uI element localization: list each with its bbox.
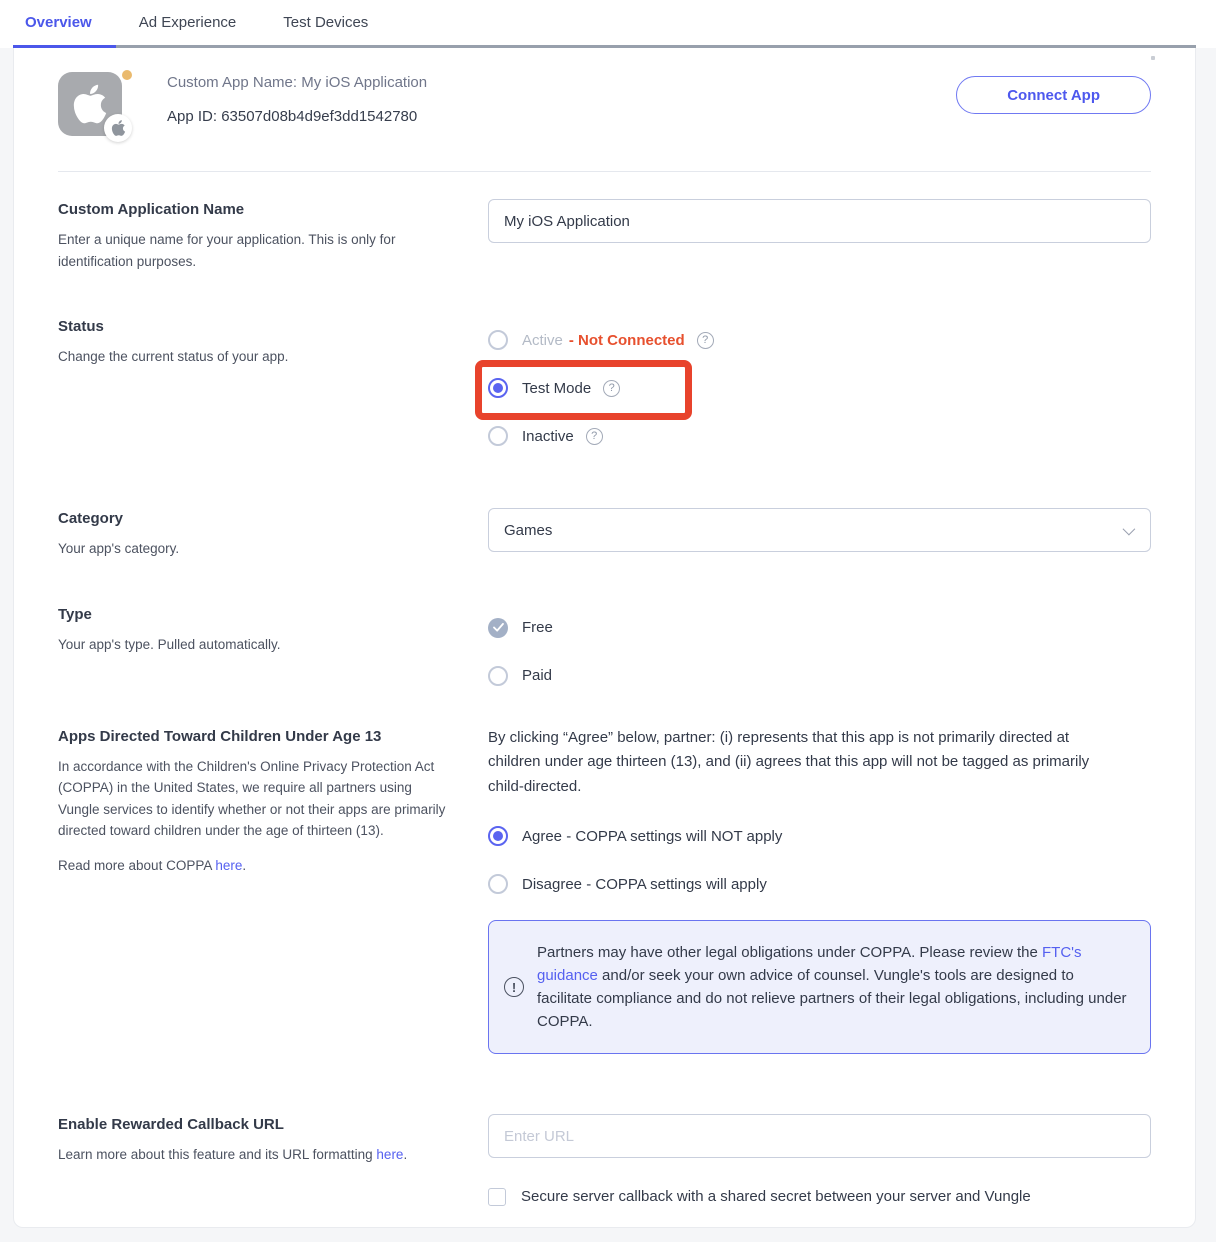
check-icon bbox=[493, 623, 504, 632]
scroll-indicator-dot bbox=[1151, 56, 1155, 60]
coppa-agree-label: Agree - COPPA settings will NOT apply bbox=[522, 827, 783, 845]
callback-desc-text: Learn more about this feature and its URL formatting bbox=[58, 1147, 377, 1162]
tab-bar bbox=[0, 0, 1216, 48]
radio-inactive[interactable] bbox=[488, 426, 508, 446]
coppa-disagree-label: Disagree - COPPA settings will apply bbox=[522, 875, 767, 893]
callback-description bbox=[58, 1144, 452, 1166]
app-status-dot bbox=[122, 70, 132, 80]
status-inactive-label: Inactive bbox=[522, 427, 574, 445]
custom-name-input[interactable] bbox=[488, 199, 1151, 243]
coppa-notice-text bbox=[537, 941, 1130, 1033]
category-selected-value: Games bbox=[504, 521, 553, 539]
section-callback-url bbox=[58, 1114, 1151, 1210]
radio-active[interactable] bbox=[488, 330, 508, 350]
category-title: Category bbox=[58, 510, 124, 527]
coppa-notice-box bbox=[488, 920, 1151, 1054]
type-option-paid bbox=[488, 652, 1151, 700]
app-header bbox=[58, 48, 1151, 172]
radio-free[interactable] bbox=[488, 618, 508, 638]
question-icon[interactable]: ? bbox=[697, 332, 714, 349]
question-icon[interactable]: ? bbox=[586, 428, 603, 445]
radio-paid[interactable] bbox=[488, 666, 508, 686]
coppa-description: In accordance with the Children's Online Privacy Protection Act (COPPA) in the United States, we require all partners using Vungle services to identify whether or not their apps are primarily directed toward children under the age of thirteen (13). bbox=[58, 758, 446, 838]
exclamation-icon: ! bbox=[504, 977, 524, 997]
coppa-here-link[interactable]: here bbox=[215, 858, 243, 873]
status-not-connected-label: - Not Connected bbox=[568, 331, 685, 349]
callback-here-link[interactable]: here bbox=[376, 1147, 404, 1162]
question-icon[interactable]: ? bbox=[603, 380, 620, 397]
custom-name-title: Custom Application Name bbox=[58, 201, 245, 218]
status-option-test-mode bbox=[488, 364, 1151, 412]
category-description: Your app's category. bbox=[58, 541, 180, 556]
radio-agree[interactable] bbox=[488, 826, 508, 846]
coppa-option-disagree bbox=[488, 860, 1151, 908]
radio-disagree[interactable] bbox=[488, 874, 508, 894]
secure-callback-label: Secure server callback with a shared secret between your server and Vungle bbox=[521, 1188, 1031, 1205]
callback-url-input[interactable] bbox=[488, 1114, 1151, 1158]
status-title: Status bbox=[58, 318, 104, 335]
category-select[interactable] bbox=[488, 508, 1151, 552]
custom-name-description: Enter a unique name for your application. This is only for identification purposes. bbox=[58, 232, 396, 269]
coppa-read-more bbox=[58, 855, 452, 877]
chevron-down-icon bbox=[1123, 522, 1136, 535]
section-category bbox=[58, 508, 1151, 560]
apple-badge-icon bbox=[111, 119, 126, 137]
read-more-period: . bbox=[242, 858, 247, 873]
section-status bbox=[58, 316, 1151, 460]
app-id-label: App ID: 63507d08b4d9ef3dd1542780 bbox=[167, 108, 418, 125]
tab-overview[interactable]: Overview bbox=[25, 14, 92, 31]
app-icon-wrap bbox=[58, 72, 122, 136]
coppa-title: Apps Directed Toward Children Under Age 13 bbox=[58, 727, 382, 745]
status-description: Change the current status of your app. bbox=[58, 349, 289, 364]
status-option-active bbox=[488, 316, 1151, 364]
tab-ad-experience[interactable]: Ad Experience bbox=[138, 14, 237, 31]
status-active-label: Active bbox=[522, 331, 563, 349]
callback-desc-period: . bbox=[403, 1147, 408, 1162]
radio-test-mode[interactable] bbox=[488, 378, 508, 398]
type-free-label: Free bbox=[522, 619, 553, 636]
section-custom-name bbox=[58, 199, 1151, 272]
app-header-text bbox=[167, 60, 427, 171]
coppa-option-agree bbox=[488, 812, 1151, 860]
section-coppa bbox=[58, 726, 1151, 1055]
overview-panel bbox=[13, 48, 1196, 1228]
notice-text-2: and/or seek your own advice of counsel. Vungle's tools are designed to facilitate compliance and do not relieve partners of their legal obligations, including under COPPA. bbox=[537, 967, 1127, 1030]
secure-callback-row bbox=[488, 1184, 1151, 1210]
secure-callback-checkbox[interactable] bbox=[488, 1188, 506, 1206]
tab-test-devices[interactable]: Test Devices bbox=[283, 14, 369, 31]
read-more-text: Read more about COPPA bbox=[58, 858, 216, 873]
platform-badge bbox=[104, 114, 132, 142]
type-description: Your app's type. Pulled automatically. bbox=[58, 636, 281, 652]
status-option-inactive bbox=[488, 412, 1151, 460]
custom-app-name-label: Custom App Name: My iOS Application bbox=[167, 74, 428, 91]
notice-text-1: Partners may have other legal obligations under COPPA. Please review the bbox=[537, 944, 1042, 961]
type-title: Type bbox=[58, 605, 92, 623]
connect-app-button[interactable]: Connect App bbox=[956, 76, 1151, 114]
type-paid-label: Paid bbox=[522, 667, 553, 684]
type-option-free bbox=[488, 604, 1151, 652]
apple-icon bbox=[71, 82, 109, 126]
active-tab-indicator bbox=[13, 45, 116, 48]
section-type bbox=[58, 604, 1151, 700]
ftc-guidance-link[interactable]: FTC's guidance bbox=[537, 944, 1082, 984]
coppa-agreement-text: By clicking “Agree” below, partner: (i) represents that this app is not primarily directed at children under age thirteen (13), and (ii) agrees that this app will not be tagged as primarily child-directed. bbox=[488, 728, 1090, 795]
callback-title: Enable Rewarded Callback URL bbox=[58, 1116, 284, 1133]
status-test-mode-label: Test Mode bbox=[522, 379, 592, 397]
